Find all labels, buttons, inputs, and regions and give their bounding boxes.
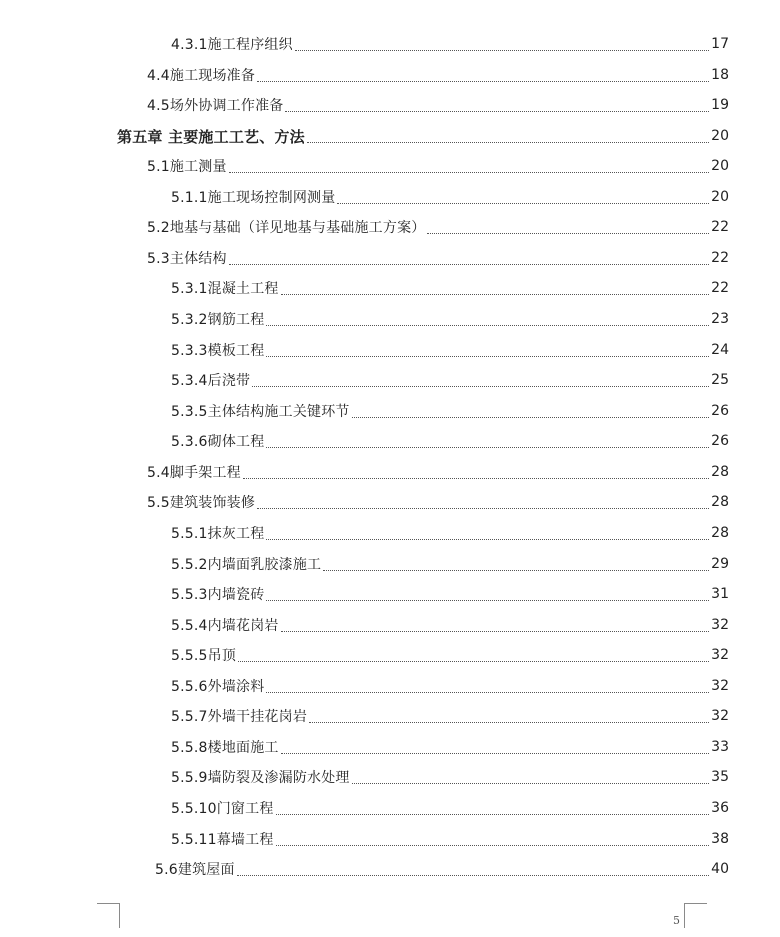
toc-entry[interactable] [147, 90, 729, 120]
toc-entry[interactable] [147, 60, 729, 90]
toc-entry-page: 23 [711, 311, 729, 327]
toc-dot-leader [295, 49, 709, 51]
toc-entry-page: 35 [711, 769, 729, 785]
toc-entry-title: 5.5.11幕墙工程 [171, 832, 274, 848]
toc-dot-leader [323, 569, 709, 571]
toc-entry[interactable] [171, 304, 729, 334]
toc-entry-title: 5.3.2钢筋工程 [171, 312, 265, 328]
toc-dot-leader [352, 782, 710, 784]
toc-entry-title: 5.5.5吊顶 [171, 648, 237, 664]
toc-dot-leader [276, 844, 710, 846]
toc-entry[interactable] [171, 824, 729, 854]
toc-entry-title: 5.3主体结构 [147, 251, 227, 267]
toc-entry[interactable] [147, 212, 729, 242]
toc-entry-title: 4.3.1施工程序组织 [171, 37, 293, 53]
toc-entry-title: 5.5.10门窗工程 [171, 801, 274, 817]
crop-mark-bottom-right [684, 903, 707, 928]
toc-dot-leader [307, 141, 709, 143]
toc-dot-leader [281, 293, 710, 295]
toc-entry-title: 5.3.5主体结构施工关键环节 [171, 404, 350, 420]
toc-entry-title: 5.3.1混凝土工程 [171, 281, 279, 297]
toc-dot-leader [257, 507, 709, 509]
toc-entry-page: 32 [711, 708, 729, 724]
toc-dot-leader [427, 232, 709, 234]
toc-dot-leader [266, 324, 709, 326]
toc-entry[interactable] [155, 854, 729, 884]
toc-entry-page: 26 [711, 433, 729, 449]
toc-dot-leader [252, 385, 709, 387]
toc-entry-title: 5.5.9墙防裂及渗漏防水处理 [171, 770, 350, 786]
toc-entry[interactable] [171, 732, 729, 762]
toc-entry[interactable] [171, 182, 729, 212]
toc-entry-page: 19 [711, 97, 729, 113]
toc-entry[interactable] [171, 701, 729, 731]
toc-dot-leader [352, 416, 710, 418]
toc-entry-title: 5.5.8楼地面施工 [171, 740, 279, 756]
toc-dot-leader [238, 660, 709, 662]
toc-dot-leader [257, 80, 709, 82]
toc-entry[interactable] [147, 243, 729, 273]
toc-entry-title: 第五章 主要施工工艺、方法 [117, 127, 305, 146]
toc-entry-title: 5.1.1施工现场控制网测量 [171, 190, 336, 206]
toc-entry-page: 18 [711, 67, 729, 83]
toc-entry-page: 20 [711, 189, 729, 205]
toc-entry-title: 5.5.2内墙面乳胶漆施工 [171, 557, 322, 573]
toc-entry-page: 32 [711, 617, 729, 633]
toc-entry-page: 28 [711, 525, 729, 541]
toc-dot-leader [229, 171, 710, 173]
toc-entry[interactable] [147, 487, 729, 517]
toc-entry-page: 31 [711, 586, 729, 602]
toc-entry[interactable] [171, 610, 729, 640]
toc-entry[interactable] [171, 762, 729, 792]
toc-entry-page: 25 [711, 372, 729, 388]
toc-entry-page: 26 [711, 403, 729, 419]
toc-entry-page: 22 [711, 280, 729, 296]
toc-entry-page: 33 [711, 739, 729, 755]
toc-dot-leader [266, 446, 709, 448]
toc-entry-page: 22 [711, 219, 729, 235]
toc-dot-leader [266, 538, 709, 540]
toc-entry-title: 5.5.7外墙干挂花岗岩 [171, 709, 308, 725]
toc-entry-page: 24 [711, 342, 729, 358]
toc-entry[interactable] [171, 273, 729, 303]
toc-entry-page: 32 [711, 678, 729, 694]
toc-entry[interactable] [171, 640, 729, 670]
toc-entry-title: 5.6建筑屋面 [155, 862, 235, 878]
toc-entry-page: 36 [711, 800, 729, 816]
toc-dot-leader [266, 355, 709, 357]
toc-dot-leader [237, 874, 710, 876]
toc-entry-page: 28 [711, 464, 729, 480]
toc-entry-title: 5.2地基与基础（详见地基与基础施工方案） [147, 220, 426, 236]
toc-entry-title: 4.5场外协调工作准备 [147, 98, 284, 114]
toc-dot-leader [266, 691, 709, 693]
toc-entry-page: 20 [711, 158, 729, 174]
toc-entry-page: 29 [711, 556, 729, 572]
toc-dot-leader [229, 263, 710, 265]
toc-entry[interactable] [171, 396, 729, 426]
toc-entry[interactable] [171, 579, 729, 609]
toc-entry-title: 5.5建筑装饰装修 [147, 495, 256, 511]
toc-entry[interactable] [171, 793, 729, 823]
toc-entry[interactable] [171, 365, 729, 395]
toc-entry[interactable] [171, 518, 729, 548]
toc-chapter-entry[interactable] [117, 121, 729, 151]
toc-entry-title: 5.3.3模板工程 [171, 343, 265, 359]
toc-entry-page: 40 [711, 861, 729, 877]
toc-entry-title: 5.5.6外墙涂料 [171, 679, 265, 695]
toc-entry-page: 20 [711, 128, 729, 144]
toc-entry[interactable] [171, 335, 729, 365]
toc-entry-title: 5.1施工测量 [147, 159, 227, 175]
toc-entry-page: 17 [711, 36, 729, 52]
toc-dot-leader [281, 752, 710, 754]
toc-entry-title: 5.5.4内墙花岗岩 [171, 618, 279, 634]
toc-entry[interactable] [171, 549, 729, 579]
toc-entry-title: 5.5.1抹灰工程 [171, 526, 265, 542]
toc-dot-leader [337, 202, 709, 204]
toc-entry-title: 5.3.4后浇带 [171, 373, 251, 389]
toc-entry[interactable] [147, 457, 729, 487]
toc-entry-page: 22 [711, 250, 729, 266]
toc-dot-leader [285, 110, 709, 112]
toc-dot-leader [243, 477, 709, 479]
toc-dot-leader [281, 630, 710, 632]
toc-entry[interactable] [171, 426, 729, 456]
toc-entry-title: 5.4脚手架工程 [147, 465, 241, 481]
toc-dot-leader [266, 599, 709, 601]
toc-entry[interactable] [171, 671, 729, 701]
toc-entry-page: 32 [711, 647, 729, 663]
toc-dot-leader [309, 721, 709, 723]
toc-entry-page: 28 [711, 494, 729, 510]
toc-dot-leader [276, 813, 710, 815]
toc-entry-title: 4.4施工现场准备 [147, 68, 256, 84]
toc-entry-page: 38 [711, 831, 729, 847]
crop-mark-bottom-left [97, 903, 120, 928]
toc-entry-title: 5.5.3内墙瓷砖 [171, 587, 265, 603]
toc-entry[interactable] [147, 151, 729, 181]
toc-entry-title: 5.3.6砌体工程 [171, 434, 265, 450]
toc-entry[interactable] [171, 29, 729, 59]
page-number: 5 [673, 914, 680, 927]
